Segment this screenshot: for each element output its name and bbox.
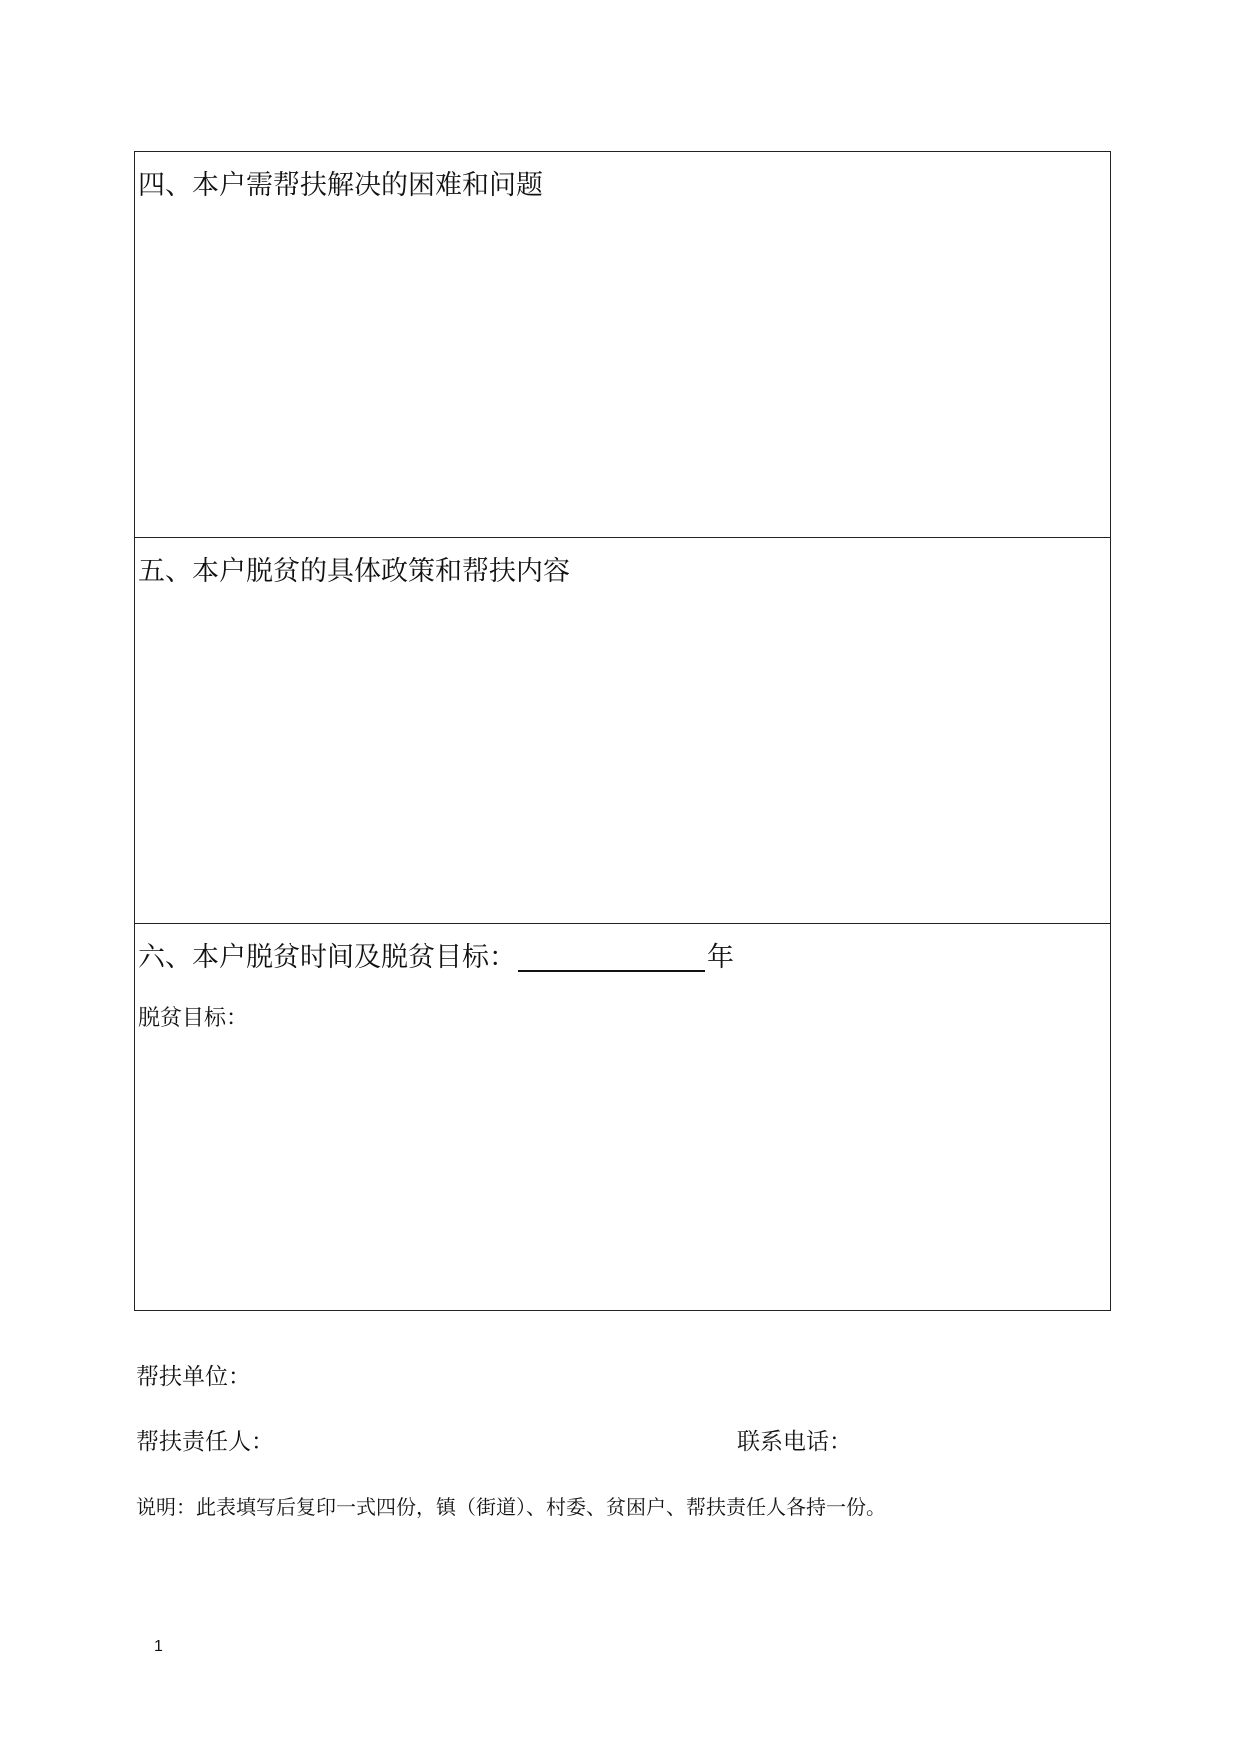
responsible-person-label: 帮扶责任人：: [136, 1429, 274, 1455]
form-note: 说明：此表填写后复印一式四份，镇（街道）、村委、贫困户、帮扶责任人各持一份。: [136, 1495, 886, 1519]
timeline-label: 六、本户脱贫时间及脱贫目标：: [138, 942, 516, 973]
goal-label: 脱贫目标：: [138, 1006, 249, 1031]
section-difficulties: [135, 152, 1110, 538]
section-timeline-goal: [135, 924, 1110, 1310]
assistance-form-table: [134, 151, 1111, 1311]
section-title-policies: 五、本户脱贫的具体政策和帮扶内容: [138, 556, 570, 587]
year-suffix: 年: [707, 942, 734, 973]
section-title-timeline: [138, 942, 734, 974]
page-number: 1: [154, 1638, 163, 1655]
year-fill-blank[interactable]: [518, 946, 705, 972]
section-title-difficulties: 四、本户需帮扶解决的困难和问题: [138, 170, 543, 201]
assistance-unit-label: 帮扶单位：: [136, 1364, 251, 1390]
contact-phone-label: 联系电话：: [737, 1429, 852, 1455]
section-policies: [135, 538, 1110, 924]
